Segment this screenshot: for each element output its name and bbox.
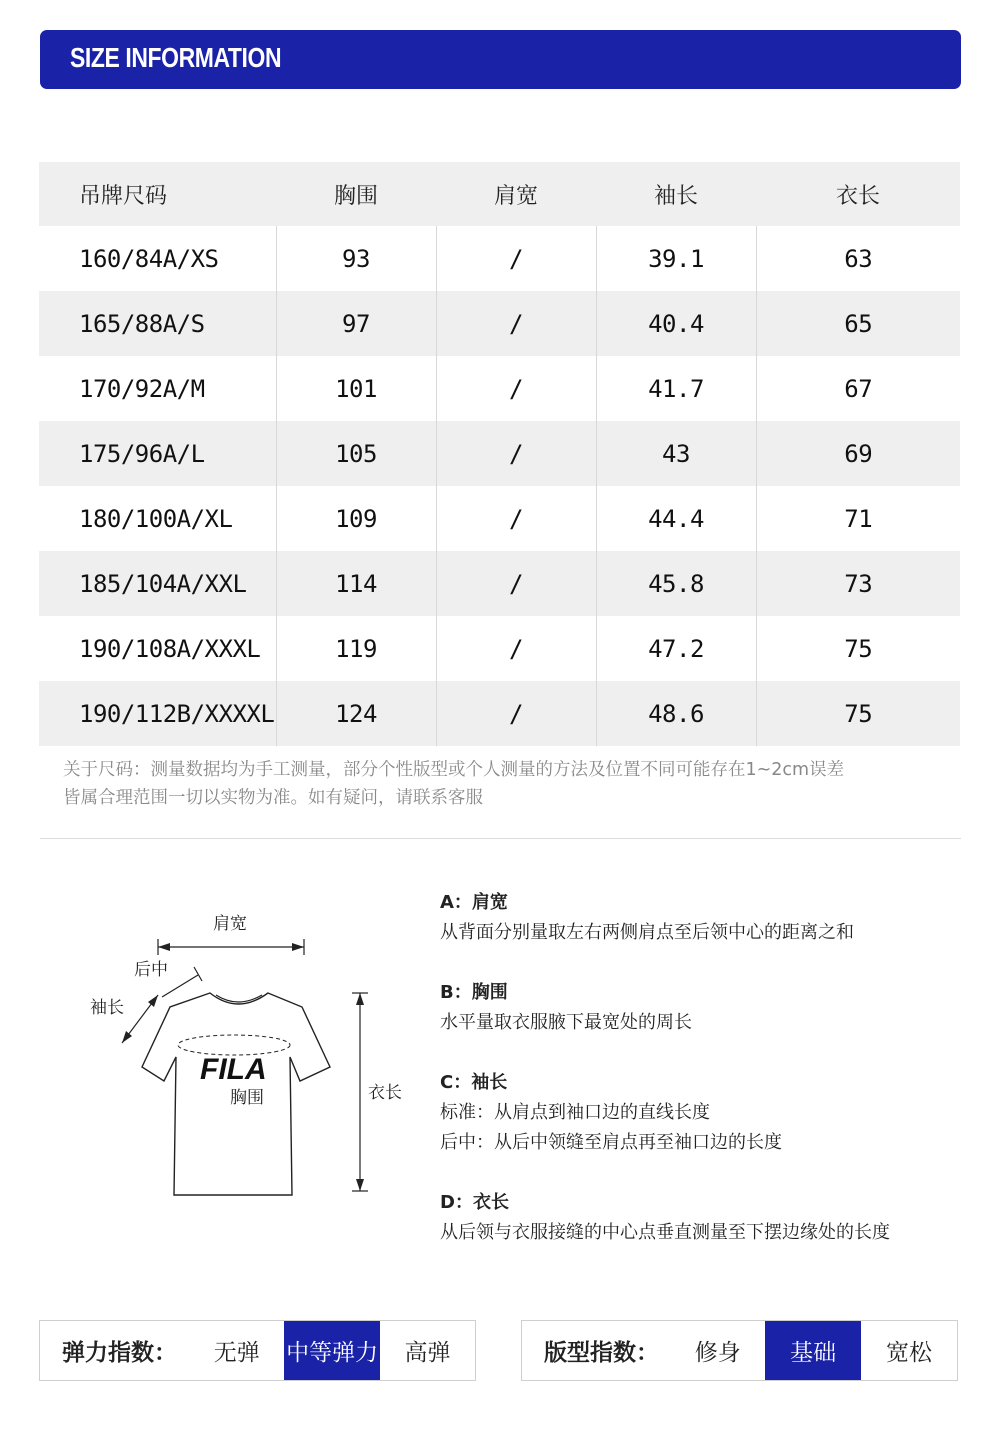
note-line-1: 关于尺码：测量数据均为手工测量，部分个性版型或个人测量的方法及位置不同可能存在1~2cm误差 (63, 760, 845, 780)
cell-chest: 109 (276, 486, 436, 551)
header-bar (40, 30, 961, 89)
header-chest: 胸围 (276, 162, 436, 226)
cell-size: 190/108A/XXXL (79, 634, 261, 663)
fit-index (521, 1320, 958, 1381)
cell-length: 75 (756, 616, 960, 681)
cell-sleeve: 43 (596, 421, 756, 486)
cell-chest: 105 (276, 421, 436, 486)
cell-chest: 97 (276, 291, 436, 356)
table-row (39, 486, 960, 551)
cell-shoulder: / (436, 551, 596, 616)
cell-size: 190/112B/XXXXL (39, 681, 276, 746)
cell-sleeve: 40.4 (596, 291, 756, 356)
cell-sleeve: 48.6 (596, 681, 756, 746)
cell-length: 75 (756, 681, 960, 746)
cell-size: 185/104A/XXL (39, 551, 276, 616)
cell-size: 170/92A/M (79, 374, 205, 403)
sleeve-label: 袖长 (90, 998, 124, 1018)
definition-text: 从后领与衣服接缝的中心点垂直测量至下摆边缘处的长度 (440, 1222, 890, 1243)
definition-title: D：衣长 (440, 1192, 509, 1213)
table-row (39, 291, 960, 356)
cell-shoulder: / (436, 291, 596, 356)
chest-label: 胸围 (230, 1088, 264, 1108)
cell-sleeve: 47.2 (596, 616, 756, 681)
definition-text: 标准：从肩点到袖口边的直线长度 (440, 1102, 710, 1123)
elasticity-option-none: 无弹 (213, 1340, 260, 1366)
definition-text: 从背面分别量取左右两侧肩点至后领中心的距离之和 (440, 922, 854, 943)
cell-size: 160/84A/XS (79, 244, 219, 273)
cell-chest: 119 (276, 616, 436, 681)
cell-length: 65 (756, 291, 960, 356)
elasticity-index (39, 1320, 476, 1381)
cell-size: 175/96A/L (39, 421, 276, 486)
definition-chest (440, 978, 980, 1038)
cell-chest: 93 (276, 226, 436, 291)
shoulder-label: 肩宽 (213, 914, 247, 934)
table-row (39, 356, 960, 421)
definition-title: C：袖长 (440, 1072, 508, 1093)
fit-option-slim: 修身 (694, 1340, 741, 1366)
table-row (39, 421, 960, 486)
cell-shoulder: / (436, 616, 596, 681)
size-note (63, 756, 963, 812)
definition-title: B：胸围 (440, 982, 508, 1003)
table-row (39, 616, 960, 681)
fit-label: 版型指数： (544, 1340, 659, 1366)
page-title: SIZE INFORMATION (70, 42, 282, 73)
table-row (39, 551, 960, 616)
header-shoulder: 肩宽 (436, 162, 596, 226)
cell-sleeve: 45.8 (596, 551, 756, 616)
definition-text: 水平量取衣服腋下最宽处的周长 (440, 1012, 692, 1033)
measurement-definitions (440, 888, 980, 1278)
cell-shoulder: / (436, 226, 596, 291)
cell-length: 69 (756, 421, 960, 486)
definition-length (440, 1188, 980, 1248)
cell-length: 63 (756, 226, 960, 291)
cell-sleeve: 41.7 (596, 356, 756, 421)
cell-shoulder: / (436, 356, 596, 421)
elasticity-label: 弹力指数： (62, 1340, 177, 1366)
definition-title: A：肩宽 (440, 892, 508, 913)
cell-chest: 101 (276, 356, 436, 421)
definition-text: 后中：从后中领缝至肩点再至袖口边的长度 (440, 1132, 782, 1153)
table-row (39, 681, 960, 746)
definition-shoulder (440, 888, 980, 948)
table-header-row (39, 162, 960, 226)
cell-size: 165/88A/S (39, 291, 276, 356)
elasticity-option-high: 高弹 (404, 1340, 451, 1366)
length-label: 衣长 (368, 1083, 402, 1103)
cell-size: 180/100A/XL (79, 504, 233, 533)
fila-logo: FILA (200, 1053, 267, 1086)
definition-sleeve (440, 1068, 980, 1158)
header-length: 衣长 (756, 162, 960, 226)
fit-option-regular: 基础 (765, 1321, 861, 1380)
cell-sleeve: 44.4 (596, 486, 756, 551)
size-table (39, 162, 960, 746)
elasticity-option-medium: 中等弹力 (284, 1321, 380, 1380)
cell-chest: 114 (276, 551, 436, 616)
note-line-2: 皆属合理范围一切以实物为准。如有疑问，请联系客服 (63, 788, 483, 808)
back-center-label: 后中 (134, 960, 168, 980)
cell-sleeve: 39.1 (596, 226, 756, 291)
divider (40, 838, 961, 839)
cell-shoulder: / (436, 421, 596, 486)
cell-shoulder: / (436, 486, 596, 551)
cell-chest: 124 (276, 681, 436, 746)
cell-length: 73 (756, 551, 960, 616)
header-sleeve: 袖长 (596, 162, 756, 226)
table-row (39, 226, 960, 291)
header-tag-size: 吊牌尺码 (39, 162, 276, 226)
fit-option-loose: 宽松 (886, 1340, 933, 1366)
cell-length: 71 (756, 486, 960, 551)
cell-length: 67 (756, 356, 960, 421)
cell-shoulder: / (436, 681, 596, 746)
tshirt-diagram (70, 895, 430, 1215)
